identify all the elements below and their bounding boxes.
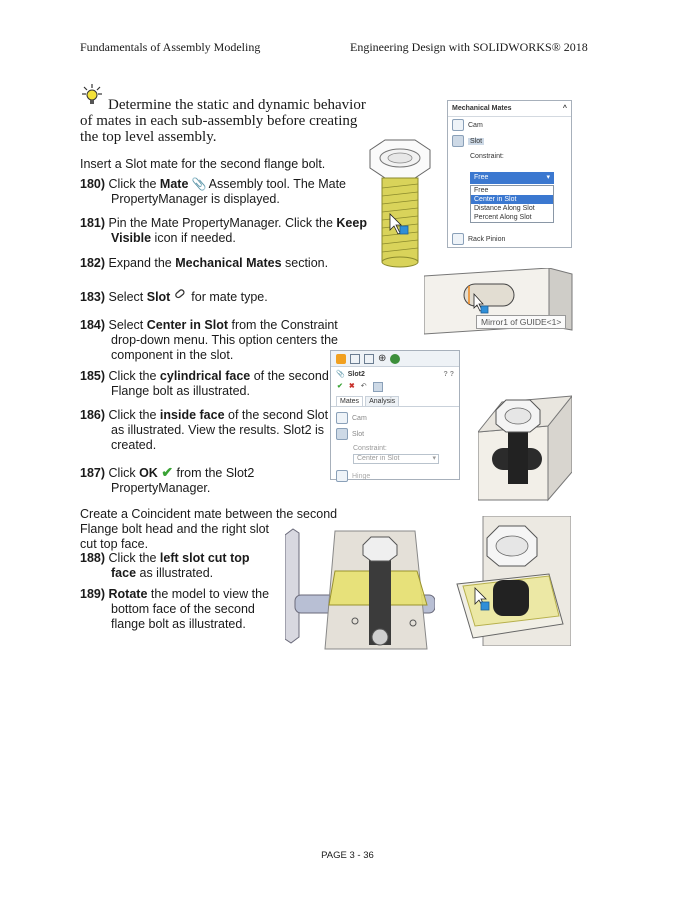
feature-manager-icon[interactable] bbox=[336, 354, 346, 364]
slot2-constraint-dropdown[interactable]: Center in Slot ▾ bbox=[353, 454, 439, 464]
coincident-line-1: Create a Coincident mate between the second bbox=[80, 507, 338, 521]
step-number: 180) bbox=[80, 177, 106, 191]
slot2-constraint-label: Constraint: bbox=[353, 445, 387, 452]
chevron-down-icon: ▾ bbox=[432, 455, 436, 462]
bolt-in-block-illustration bbox=[478, 392, 572, 507]
undo-icon[interactable]: ↶ bbox=[360, 383, 367, 390]
slot2-propertymanager bbox=[330, 350, 460, 480]
coincident-line-2: Flange bolt head and the right slot bbox=[80, 522, 270, 536]
property-manager-icon[interactable] bbox=[350, 354, 360, 364]
intro-text: Insert a Slot mate for the second flange bolt. bbox=[80, 157, 326, 171]
bolt-head-highlight-illustration bbox=[453, 516, 571, 651]
option-distance-along-slot[interactable]: Distance Along Slot bbox=[474, 205, 535, 212]
tab-analysis[interactable]: Analysis bbox=[365, 396, 399, 406]
help-icon[interactable]: ? ? bbox=[443, 370, 454, 378]
option-center-in-slot[interactable]: Center in Slot bbox=[471, 195, 553, 204]
slot-icon bbox=[336, 428, 348, 440]
option-percent-along-slot[interactable]: Percent Along Slot bbox=[474, 214, 532, 221]
hinge-icon bbox=[336, 470, 348, 482]
tip-line-1: Determine the static and dynamic behavior bbox=[108, 97, 366, 113]
rack-pinion-icon bbox=[452, 233, 464, 245]
slot2-cam-option[interactable]: Cam bbox=[331, 407, 459, 426]
header-left: Fundamentals of Assembly Modeling bbox=[80, 40, 261, 54]
slot2-hinge-option[interactable]: Hinge bbox=[331, 464, 459, 488]
constraint-dropdown[interactable]: Free ▾ bbox=[470, 172, 554, 184]
pm-title: Slot2 bbox=[347, 370, 365, 378]
constraint-label: Constraint: bbox=[470, 153, 504, 160]
cam-icon bbox=[336, 412, 348, 424]
tooltip: Mirror1 of GUIDE<1> bbox=[476, 315, 566, 329]
tip-line-3: the top level assembly. bbox=[80, 129, 217, 145]
constraint-options-list bbox=[470, 185, 554, 223]
pin-icon[interactable] bbox=[373, 382, 383, 392]
slot-option[interactable]: Slot bbox=[448, 133, 571, 149]
step-181: 181) Pin the Mate PropertyManager. Click the Keep Visible icon if needed. bbox=[80, 216, 367, 245]
slot2-slot-option[interactable]: Slot bbox=[331, 426, 459, 442]
config-manager-icon[interactable] bbox=[364, 354, 374, 364]
mate-icon: 📎 bbox=[191, 177, 207, 191]
check-icon: ✔ bbox=[161, 464, 174, 480]
collapse-icon[interactable]: ^ bbox=[562, 105, 567, 112]
option-free[interactable]: Free bbox=[474, 187, 489, 194]
step-187: 187) Click OK ✔ from the Slot2 PropertyManager. bbox=[80, 464, 255, 495]
rack-pinion-option[interactable]: Rack Pinion bbox=[452, 233, 505, 245]
dimxpert-icon[interactable]: ⊕ bbox=[378, 353, 387, 364]
step-180: 180) Click the Mate 📎 Assembly tool. The Mate PropertyManager is displayed. bbox=[80, 177, 347, 206]
slot-block-illustration bbox=[424, 268, 574, 343]
step-189: 189) Rotate the model to view the bottom face of the second flange bolt as illustrated. bbox=[80, 587, 270, 631]
slot-mate-icon bbox=[174, 288, 188, 305]
tip-line-2: of mates in each sub-assembly before creating bbox=[80, 113, 358, 129]
cam-option[interactable]: Cam bbox=[448, 117, 571, 133]
step-184: 184) Select Center in Slot from the Constraint drop-down menu. This option centers the component in the slot. bbox=[80, 318, 338, 362]
step-183: 183) Select Slot for mate type. bbox=[80, 290, 268, 304]
tab-mates[interactable]: Mates bbox=[336, 396, 363, 406]
header-right: Engineering Design with SOLIDWORKS® 2018 bbox=[350, 40, 588, 54]
mech-panel-title: Mechanical Mates bbox=[452, 105, 512, 112]
pm-toolbar bbox=[331, 351, 459, 367]
mechanical-mates-panel bbox=[447, 100, 572, 248]
ok-check-icon[interactable]: ✔ bbox=[337, 383, 343, 390]
coincident-line-3: cut top face. bbox=[80, 537, 149, 551]
pm-actions bbox=[331, 381, 459, 393]
cancel-x-icon[interactable]: ✖ bbox=[348, 383, 355, 390]
cam-icon bbox=[452, 119, 464, 131]
step-185: 185) Click the cylindrical face of the second Flange bolt as illustrated. bbox=[80, 369, 329, 398]
page-number: PAGE 3 - 36 bbox=[321, 850, 374, 861]
step-186: 186) Click the inside face of the second Slot as illustrated. View the results. Slot2 is created. bbox=[80, 408, 329, 452]
mate-icon: 📎 bbox=[336, 371, 345, 378]
chevron-down-icon: ▾ bbox=[546, 174, 550, 181]
display-manager-icon[interactable] bbox=[390, 354, 400, 364]
pm-title-row bbox=[331, 367, 459, 381]
assembly-illustration bbox=[285, 525, 435, 655]
slot-icon bbox=[452, 135, 464, 147]
lightbulb-icon bbox=[82, 84, 102, 111]
bolt-illustration-highlighted bbox=[360, 138, 440, 275]
step-182: 182) Expand the Mechanical Mates section. bbox=[80, 256, 329, 270]
step-188: 188) Click the left slot cut top face as illustrated. bbox=[80, 551, 250, 580]
pm-tabs bbox=[331, 393, 459, 407]
